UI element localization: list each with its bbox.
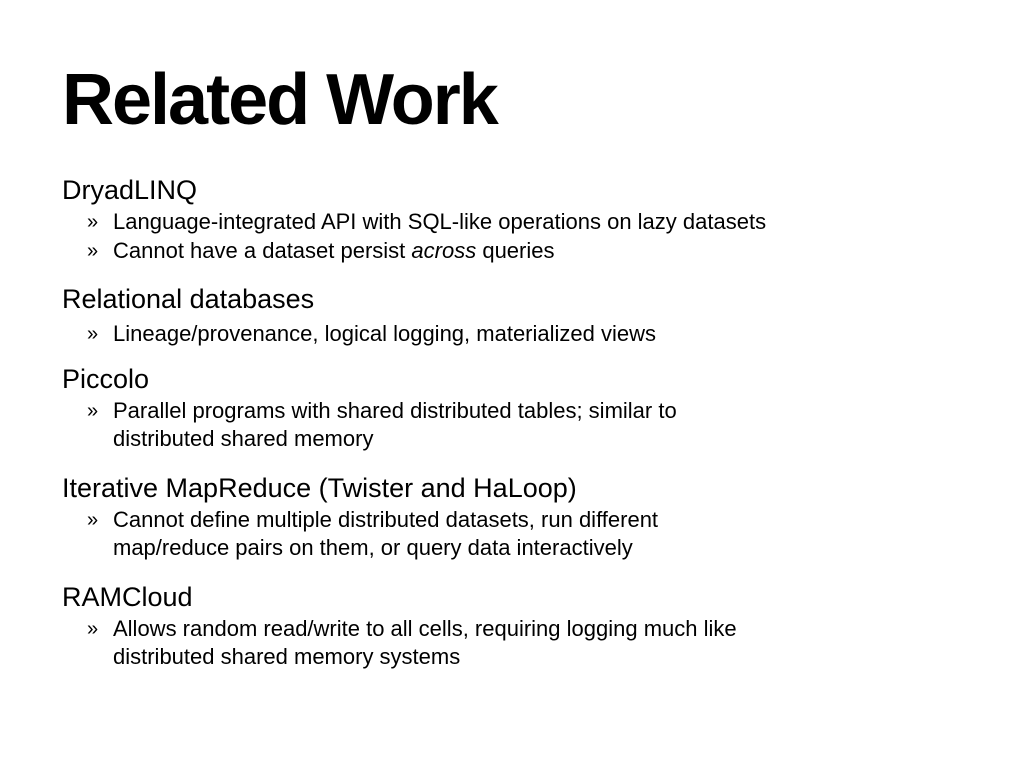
bullet-text-line1: Allows random read/write to all cells, requiring logging much like (113, 615, 737, 641)
bullet-text-line1: Cannot define multiple distributed datasets, run different (113, 506, 659, 532)
bullet-item (62, 615, 992, 672)
bullet-marker-icon: » (87, 323, 99, 345)
bullet-list (62, 320, 992, 349)
section-heading: Relational databases (62, 284, 315, 314)
bullet-marker-icon: » (87, 508, 99, 531)
section-heading: Iterative MapReduce (Twister and HaLoop) (62, 472, 577, 503)
section-heading: Piccolo (62, 363, 150, 394)
section-ramcloud (62, 579, 992, 672)
section-piccolo (62, 361, 992, 454)
section-relational-databases (62, 281, 992, 349)
bullet-item (62, 397, 992, 454)
bullet-item (62, 320, 992, 349)
bullet-marker-icon: » (87, 211, 99, 233)
slide-content (62, 172, 992, 672)
bullet-item (62, 208, 992, 237)
bullet-marker-icon: » (87, 239, 99, 262)
bullet-text-line2: map/reduce pairs on them, or query data interactively (113, 535, 633, 560)
bullet-text: Language-integrated API with SQL-like operations on lazy datasets (113, 209, 767, 234)
bullet-text-after: queries (476, 237, 555, 263)
bullet-text-before: Cannot have a dataset persist (113, 237, 412, 263)
bullet-marker-icon: » (87, 399, 99, 422)
bullet-text-line2: distributed shared memory (113, 426, 374, 451)
bullet-item (62, 506, 992, 563)
slide-title: Related Work (62, 60, 497, 140)
bullet-marker-icon: » (87, 617, 99, 640)
bullet-text-emphasis: across (411, 237, 477, 263)
bullet-text: Lineage/provenance, logical logging, materialized views (113, 321, 656, 346)
bullet-list (62, 615, 992, 672)
section-iterative-mapreduce (62, 470, 992, 563)
bullet-list (62, 208, 992, 265)
section-heading: DryadLINQ (62, 175, 198, 205)
bullet-item (62, 237, 992, 266)
bullet-list (62, 397, 992, 454)
bullet-text-line2: distributed shared memory systems (113, 644, 461, 669)
section-dryadlinq (62, 172, 992, 265)
bullet-list (62, 506, 992, 563)
section-heading: RAMCloud (62, 581, 193, 612)
bullet-text-line1: Parallel programs with shared distributed tables; similar to (113, 397, 677, 423)
